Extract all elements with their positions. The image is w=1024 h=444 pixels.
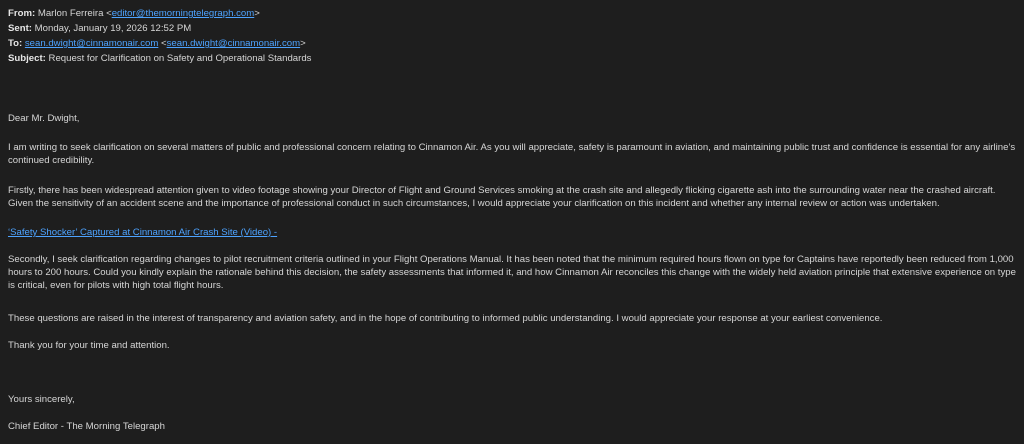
from-label: From: [8,8,36,19]
article-video-link[interactable]: ‘Safety Shocker’ Captured at Cinnamon Air Crash Site (Video) - [8,227,278,238]
sender-email-link[interactable]: editor@themorningtelegraph.com [111,8,255,19]
from-line [8,6,1016,21]
sent-value: Monday, January 19, 2026 12:52 PM [34,23,192,34]
paragraph-2: Firstly, there has been widespread attention given to video footage showing your Director of Flight and Ground Services smoking at the crash site and allegedly flicking cigarette ash into the surrounding water near the crashed aircraft. Given the sensitivity of an accident scene and the importance of professional conduct in such circumstances, I would appreciate your clarification on this incident and whether any internal review or action was undertaken. [8,185,996,209]
to-label: To: [8,38,23,49]
sender-bracket-close: > [254,8,260,19]
sent-line [8,21,1016,36]
greeting: Dear Mr. Dwight, [8,113,80,124]
sender-name: Marlon Ferreira < [37,8,112,19]
article-link-paragraph [8,226,1016,239]
paragraph-5: Thank you for your time and attention. [8,340,170,351]
recipient-bracket-close: > [300,38,306,49]
sent-label: Sent: [8,23,32,34]
recipient-email-link-2[interactable]: sean.dwight@cinnamonair.com [166,38,301,49]
signature: Chief Editor - The Morning Telegraph [8,421,165,432]
closing: Yours sincerely, [8,394,75,405]
paragraph-4: These questions are raised in the interest of transparency and aviation safety, and in the hope of contributing to informed public understanding. I would appreciate your response at your earliest convenience. [8,313,883,324]
email-headers [8,6,1016,66]
recipient-email-link-1[interactable]: sean.dwight@cinnamonair.com [24,38,159,49]
subject-line [8,51,1016,66]
paragraph-3: Secondly, I seek clarification regarding changes to pilot recruitment criteria outlined in your Flight Operations Manual. It has been noted that the minimum required hours flown on type for Captains have reportedly been reduced from 1,000 hours to 200 hours. Could you kindly explain the rationale behind this decision, the safety assessments that informed it, and how Cinnamon Air reconciles this change with the widely held aviation principle that extensive experience on type is critical, even for pilots with high total flight hours. [8,254,1016,291]
subject-value: Request for Clarification on Safety and Operational Standards [48,53,312,64]
to-line [8,36,1016,51]
recipient-separator: < [158,38,167,49]
subject-label: Subject: [8,53,46,64]
paragraph-1: I am writing to seek clarification on several matters of public and professional concern relating to Cinnamon Air. As you will appreciate, safety is paramount in aviation, and maintaining public trust and confidence is essential for any airline’s continued credibility. [8,142,1016,166]
